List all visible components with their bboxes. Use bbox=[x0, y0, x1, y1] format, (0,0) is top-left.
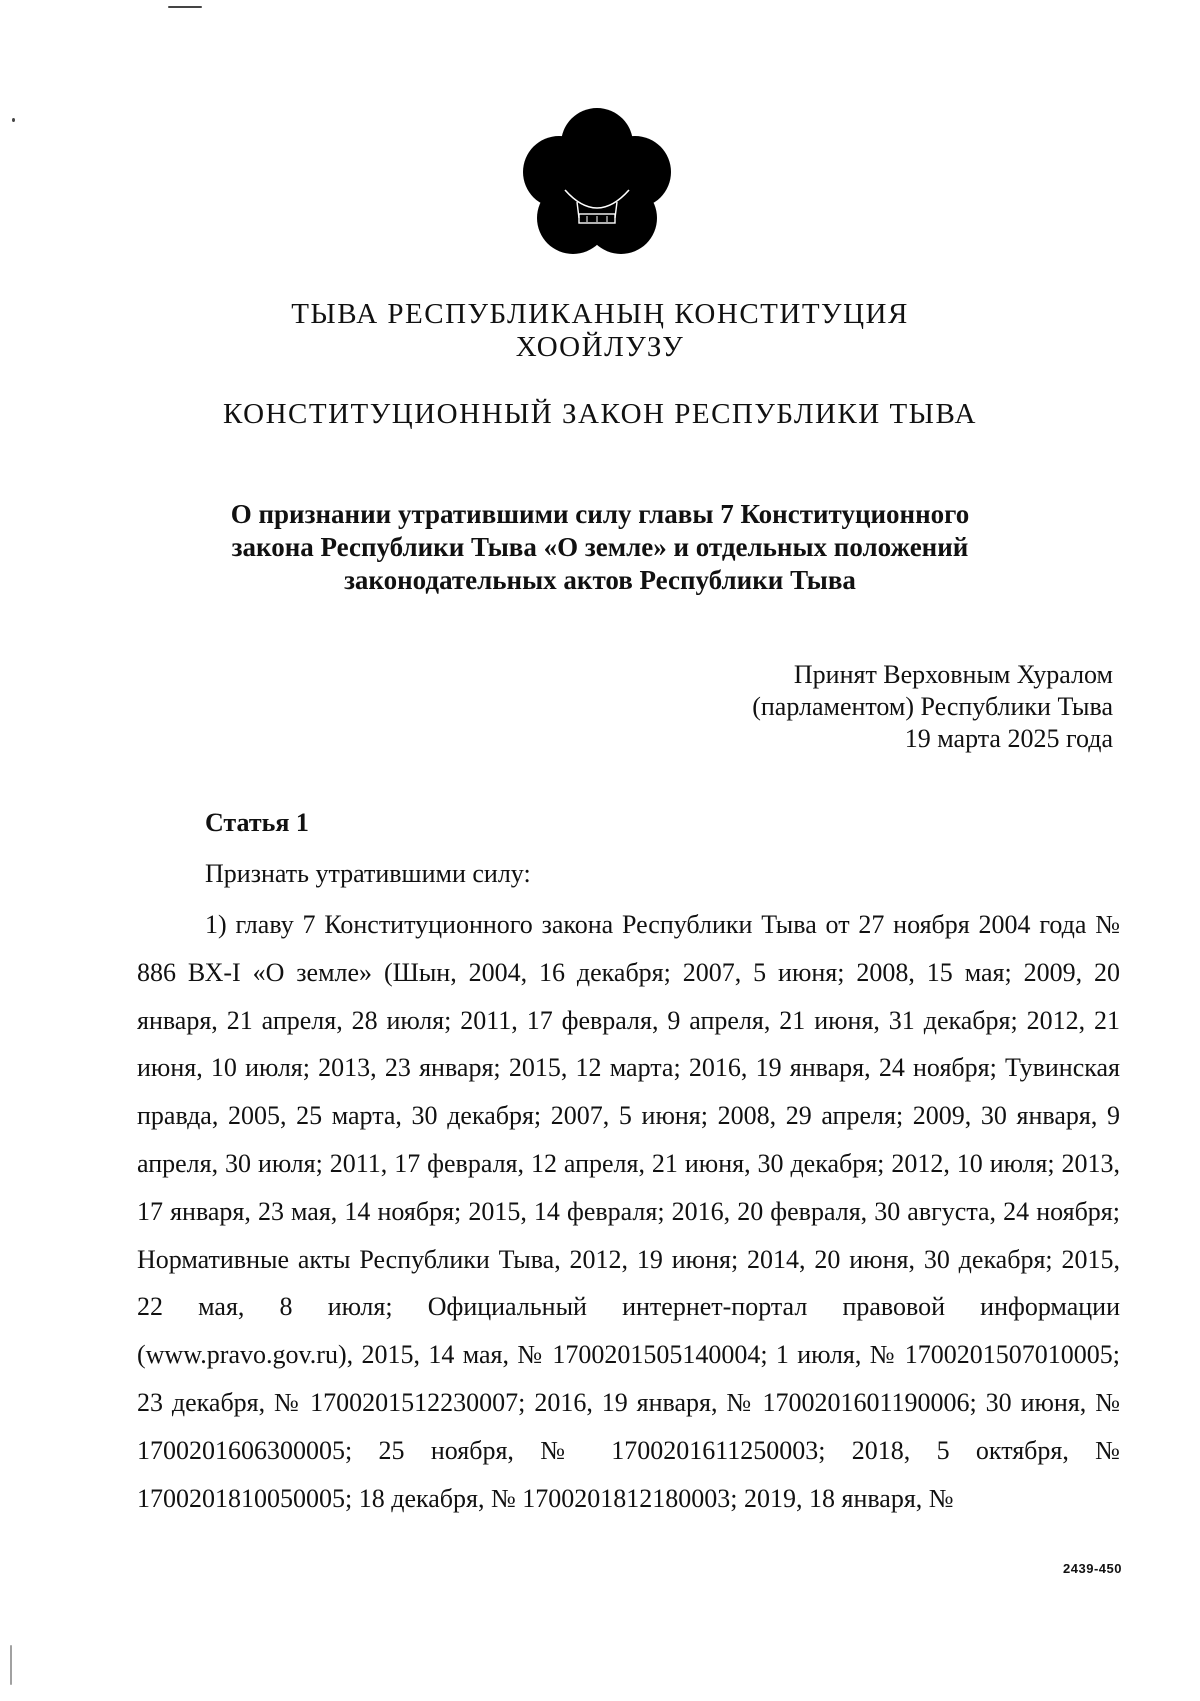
scan-artifact bbox=[12, 118, 15, 122]
header-tuvan-line1: ТЫВА РЕСПУБЛИКАНЫҢ КОНСТИТУЦИЯ bbox=[291, 298, 909, 330]
article-item-1: 1) главу 7 Конституционного закона Республики Тыва от 27 ноября 2004 года № 886 ВХ-I «О земле» (Шын, 2004, 16 декабря; 2007, 5 июня; 2008, 15 мая; 2009, 20 января, 21 апреля, 28 июля; 2011, 17 февраля, 9 апреля, 21 июня, 31 декабря; 2012, 21 июня, 10 июля; 2013, 23 января; 2015, 12 марта; 2016, 19 января, 24 ноября; Тувинская правда, 2005, 25 марта, 30 декабря; 2007, 5 июня; 2008, 29 апреля; 2009, 30 января, 9 апреля, 30 июля; 2011, 17 февраля, 12 апреля, 21 июня, 30 декабря; 2012, 10 июля; 2013, 17 января, 23 мая, 14 ноября; 2015, 14 февраля; 2016, 20 февраля, 30 августа, 24 ноября; Нормативные акты Республики Тыва, 2012, 19 июня; 2014, 20 июня, 30 декабря; 2015, 22 мая, 8 июля; Официальный интернет-портал правовой информации (www.pravo.gov.ru), 2015, 14 мая, № 1700201505140004; 1 июля, № 1700201507010005; 23 декабря, № 1700201512230007; 2016, 19 января, № 1700201601190006; 30 июня, № 1700201606300005; 25 ноября, № 1700201611250003; 2018, 5 октября, № 1700201810050005; 18 декабря, № 1700201812180003; 2019, 18 января, № bbox=[137, 910, 1120, 1513]
adoption-note bbox=[752, 659, 1113, 755]
tuva-coat-of-arms-icon bbox=[521, 108, 673, 260]
document-title-line3: законодательных актов Республики Тыва bbox=[344, 565, 856, 595]
header-russian: КОНСТИТУЦИОННЫЙ ЗАКОН РЕСПУБЛИКИ ТЫВА bbox=[223, 398, 977, 430]
article-heading: Статья 1 bbox=[205, 808, 309, 837]
document-title-line2: закона Республики Тыва «О земле» и отдельных положений bbox=[231, 532, 969, 562]
adoption-date: 19 марта 2025 года bbox=[904, 724, 1113, 753]
document-title bbox=[0, 498, 1200, 597]
scan-artifact bbox=[168, 6, 202, 8]
adoption-line1: Принят Верховным Хуралом bbox=[793, 660, 1113, 689]
scan-artifact bbox=[10, 1645, 12, 1685]
header-tuvan-line2: ХООЙЛУЗУ bbox=[515, 331, 685, 363]
adoption-line2: (парламентом) Республики Тыва bbox=[752, 692, 1113, 721]
document-number: 2439-450 bbox=[1063, 1561, 1122, 1576]
article-intro: Признать утратившими силу: bbox=[205, 859, 531, 888]
header-tuvan bbox=[0, 298, 1200, 364]
document-title-line1: О признании утратившими силу главы 7 Конституционного bbox=[230, 499, 970, 529]
article-body bbox=[137, 901, 1120, 1522]
